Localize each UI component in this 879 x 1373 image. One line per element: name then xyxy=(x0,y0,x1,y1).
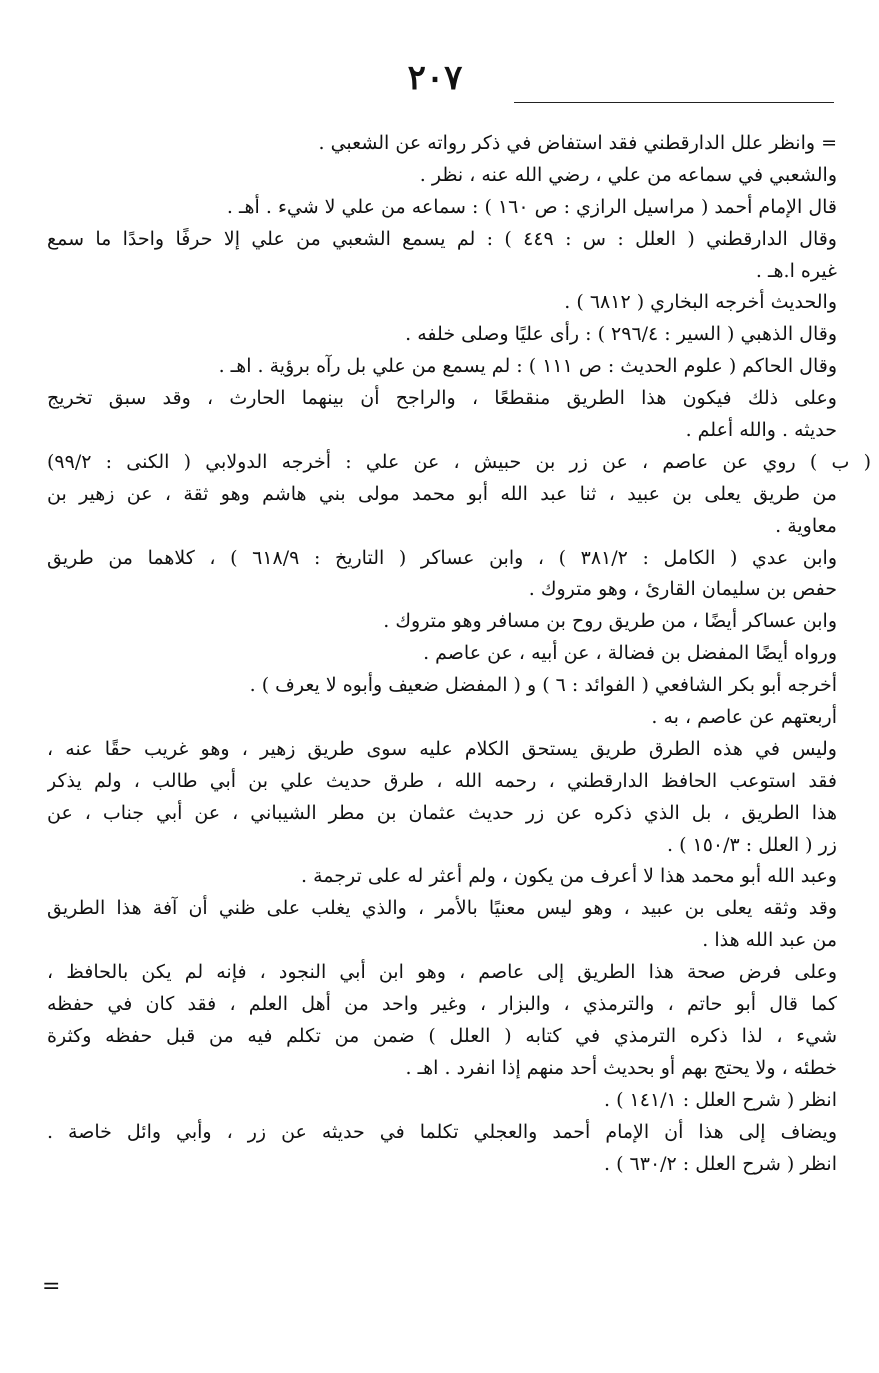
text-line: حفص بن سليمان القارئ ، وهو متروك . xyxy=(528,578,837,601)
text-line: وعلى ذلك فيكون هذا الطريق منقطعًا ، والراجح أن بينهما الحارث ، وقد سبق تخريج xyxy=(47,387,837,410)
text-line: كما قال أبو حاتم ، والترمذي ، والبزار ، وغير واحد من أهل العلم ، فقد كان في حفظه xyxy=(47,993,837,1016)
text-line: خطئه ، ولا يحتج بهم أو بحديث أحد منهم إذا انفرد . اهـ . xyxy=(405,1056,837,1079)
text-line: أربعتهم عن عاصم ، به . xyxy=(651,706,837,729)
continuation-mark: = xyxy=(42,1274,61,1299)
text-line: وقال الحاكم ( علوم الحديث : ص ١١١ ) : لم يسمع من علي بل رآه برؤية . اهـ . xyxy=(218,355,837,378)
text-line: زر ( العلل : ١٥٠/٣ ) . xyxy=(666,833,837,856)
text-line: = وانظر علل الدارقطني فقد استفاض في ذكر رواته عن الشعبي . xyxy=(318,132,837,154)
text-line: معاوية . xyxy=(775,514,837,537)
text-line: انظر ( شرح العلل : ١٤١/١ ) . xyxy=(604,1088,837,1111)
text-line: والحديث أخرجه البخاري ( ٦٨١٢ ) . xyxy=(564,291,837,314)
text-line: غيره ا.هـ . xyxy=(755,259,837,282)
header-rule xyxy=(514,102,834,103)
text-line: وقال الذهبي ( السير : ٢٩٦/٤ ) : رأى عليًا وصلى خلفه . xyxy=(405,323,837,346)
text-line: قال الإمام أحمد ( مراسيل الرازي : ص ١٦٠ ) : سماعه من علي لا شيء . أهـ . xyxy=(226,195,837,218)
text-line: وعلى فرض صحة هذا الطريق إلى عاصم ، وهو ابن أبي النجود ، فإنه لم يكن بالحافظ ، xyxy=(47,961,837,984)
text-line: هذا الطريق ، بل الذي ذكره عن زر حديث عثمان بن مطر الشيباني ، عن أبي جناب ، عن xyxy=(47,801,837,824)
text-line: وليس في هذه الطرق طريق يستحق الكلام عليه سوى طريق زهير ، وهو غريب حقًا عنه ، xyxy=(47,737,837,760)
text-line: شيء ، لذا ذكره الترمذي في كتابه ( العلل ) ضمن من تكلم فيه من قبل حفظه وكثرة xyxy=(47,1024,837,1047)
text-line: وابن عساكر أيضًا ، من طريق روح بن مسافر وهو متروك . xyxy=(383,610,837,633)
text-line: وقال الدارقطني ( العلل : س : ٤٤٩ ) : لم يسمع الشعبي من علي إلا حرفًا واحدًا ما سمع xyxy=(47,227,837,250)
text-line: وقد وثقه يعلى بن عبيد ، وهو ليس معنيًا بالأمر ، والذي يغلب على ظني أن آفة هذا الطريق xyxy=(47,897,837,920)
text-line: حديثه . والله أعلم . xyxy=(685,419,837,442)
text-line: ورواه أيضًا المفضل بن فضالة ، عن أبيه ، عن عاصم . xyxy=(423,642,837,665)
body-text xyxy=(47,128,871,1180)
text-line: وابن عدي ( الكامل : ٣٨١/٢ ) ، وابن عساكر ( التاريخ : ٦١٨/٩ ) ، كلاهما من طريق xyxy=(47,546,837,569)
text-line: أخرجه أبو بكر الشافعي ( الفوائد : ٦ ) و ( المفضل ضعيف وأبوه لا يعرف ) . xyxy=(249,674,837,697)
text-line: ويضاف إلى هذا أن الإمام أحمد والعجلي تكلما في حديثه عن زر ، وأبي وائل خاصة . xyxy=(47,1120,837,1143)
text-line: من عبد الله هذا . xyxy=(702,929,837,952)
text-line: وعبد الله أبو محمد هذا لا أعرف من يكون ، ولم أعثر له على ترجمة . xyxy=(301,865,837,888)
text-line: فقد استوعب الحافظ الدارقطني ، رحمه الله ، طرق حديث علي بن أبي طالب ، ولم يذكر xyxy=(47,769,837,792)
text-line: انظر ( شرح العلل : ٦٣٠/٢ ) . xyxy=(604,1152,837,1175)
page-number: ٢٠٧ xyxy=(407,58,463,98)
text-line: ( ب ) روي عن عاصم ، عن زر بن حبيش ، عن علي : أخرجه الدولابي ( الكنى : ٩٩/٢) xyxy=(47,450,871,473)
text-line: من طريق يعلى بن عبيد ، ثنا عبد الله أبو محمد مولى بني هاشم وهو ثقة ، عن زهير بن xyxy=(47,482,837,505)
text-line: والشعبي في سماعه من علي ، رضي الله عنه ، نظر . xyxy=(419,163,837,186)
